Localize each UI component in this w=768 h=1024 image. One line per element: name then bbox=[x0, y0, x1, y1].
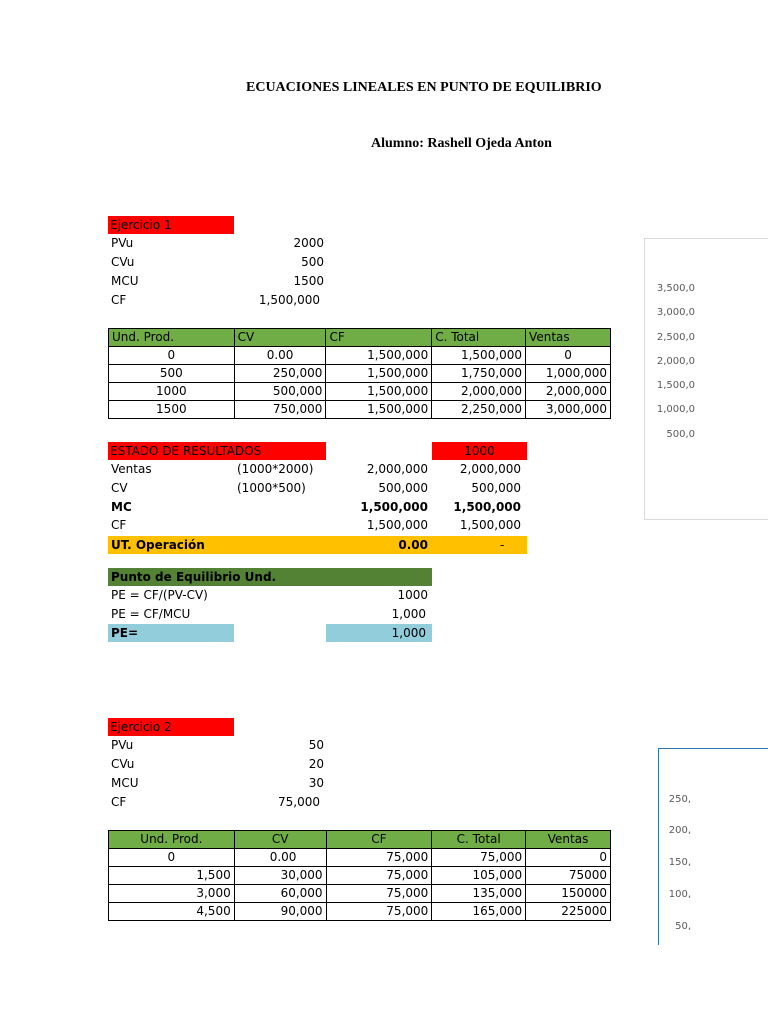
param-value: 20 bbox=[308, 757, 324, 771]
table-cell: 75,000 bbox=[326, 885, 432, 903]
table-row bbox=[109, 347, 611, 365]
estado-value: 1,500,000 bbox=[459, 518, 521, 532]
param-name: CF bbox=[111, 795, 127, 809]
exercise-1-label: Ejercicio 1 bbox=[108, 216, 234, 234]
table-cell: 75,000 bbox=[326, 903, 432, 921]
page-title: ECUACIONES LINEALES EN PUNTO DE EQUILIBRIO bbox=[246, 80, 602, 95]
table-row bbox=[109, 849, 611, 867]
table-cell: 1000 bbox=[109, 383, 235, 401]
table-row bbox=[109, 903, 611, 921]
table-cell: 225000 bbox=[526, 903, 611, 921]
estado-formula: (1000*500) bbox=[237, 481, 306, 495]
table-cell: 2,250,000 bbox=[432, 401, 526, 419]
pe-final-value: 1,000 bbox=[326, 624, 432, 642]
table-cell: 165,000 bbox=[432, 903, 526, 921]
param-value: 30 bbox=[308, 776, 324, 790]
table-row bbox=[109, 383, 611, 401]
table-cell: 75,000 bbox=[326, 867, 432, 885]
table-header: Und. Prod. bbox=[109, 329, 235, 347]
table-header-row bbox=[109, 831, 611, 849]
ut-operacion-value-2: - bbox=[500, 538, 505, 552]
table-cell: 0.00 bbox=[234, 347, 326, 365]
exercise-2-table bbox=[108, 830, 611, 921]
ut-operacion-label: UT. Operación bbox=[111, 538, 205, 552]
chart-tick-label: 3,500,0 bbox=[656, 283, 695, 294]
pe-value: 1000 bbox=[397, 588, 428, 602]
table-cell: 1,500,000 bbox=[432, 347, 526, 365]
estado-label: CF bbox=[111, 518, 127, 532]
param-value: 75,000 bbox=[278, 795, 320, 809]
table-cell: 2,000,000 bbox=[432, 383, 526, 401]
param-value: 1500 bbox=[293, 274, 324, 288]
param-value: 1,500,000 bbox=[258, 293, 320, 307]
estado-title: ESTADO DE RESULTADOS bbox=[108, 442, 326, 460]
chart-tick-label: 2,000,0 bbox=[656, 356, 695, 367]
table-cell: 150000 bbox=[526, 885, 611, 903]
param-value: 2000 bbox=[293, 236, 324, 250]
chart-tick-label: 2,500,0 bbox=[656, 332, 695, 343]
table-cell: 1,750,000 bbox=[432, 365, 526, 383]
table-cell: 75000 bbox=[526, 867, 611, 885]
table-cell: 75,000 bbox=[326, 849, 432, 867]
chart-tick-label: 150, bbox=[668, 857, 691, 868]
chart-tick-label: 3,000,0 bbox=[656, 307, 695, 318]
pe-final-label: PE= bbox=[108, 624, 234, 642]
table-cell: 3,000,000 bbox=[526, 401, 611, 419]
table-cell: 4,500 bbox=[109, 903, 235, 921]
chart-tick-label: 50, bbox=[675, 921, 691, 932]
table-cell: 75,000 bbox=[432, 849, 526, 867]
table-cell: 0 bbox=[109, 849, 235, 867]
table-cell: 500,000 bbox=[234, 383, 326, 401]
estado-label: MC bbox=[111, 500, 132, 514]
chart-tick-label: 1,000,0 bbox=[656, 404, 695, 415]
param-name: MCU bbox=[111, 776, 139, 790]
estado-value: 500,000 bbox=[378, 481, 428, 495]
ut-operacion-value: 0.00 bbox=[398, 538, 428, 552]
table-cell: 1,500,000 bbox=[326, 365, 432, 383]
estado-value: 1,500,000 bbox=[453, 500, 521, 514]
table-header-row bbox=[109, 329, 611, 347]
estado-value: 1,500,000 bbox=[360, 500, 428, 514]
table-cell: 1,500 bbox=[109, 867, 235, 885]
pe-value: 1,000 bbox=[391, 607, 426, 621]
param-name: PVu bbox=[111, 236, 134, 250]
table-header: C. Total bbox=[432, 329, 526, 347]
chart-tick-label: 200, bbox=[668, 825, 691, 836]
table-row bbox=[109, 365, 611, 383]
table-header: CV bbox=[234, 831, 326, 849]
chart-1-frame bbox=[644, 238, 768, 520]
table-header: Ventas bbox=[526, 329, 611, 347]
table-cell: 750,000 bbox=[234, 401, 326, 419]
param-name: MCU bbox=[111, 274, 139, 288]
table-cell: 30,000 bbox=[234, 867, 326, 885]
table-cell: 1,500,000 bbox=[326, 401, 432, 419]
table-cell: 135,000 bbox=[432, 885, 526, 903]
student-name: Alumno: Rashell Ojeda Anton bbox=[371, 136, 552, 151]
chart-tick-label: 250, bbox=[668, 794, 691, 805]
table-header: Ventas bbox=[526, 831, 611, 849]
table-cell: 0 bbox=[526, 347, 611, 365]
param-name: CF bbox=[111, 293, 127, 307]
table-header: CV bbox=[234, 329, 326, 347]
table-header: CF bbox=[326, 831, 432, 849]
table-row bbox=[109, 867, 611, 885]
table-cell: 60,000 bbox=[234, 885, 326, 903]
table-cell: 1,000,000 bbox=[526, 365, 611, 383]
estado-label: CV bbox=[111, 481, 128, 495]
table-cell: 1,500,000 bbox=[326, 383, 432, 401]
estado-formula: (1000*2000) bbox=[237, 462, 314, 476]
param-value: 50 bbox=[308, 738, 324, 752]
pe-title: Punto de Equilibrio Und. bbox=[108, 568, 432, 586]
table-cell: 3,000 bbox=[109, 885, 235, 903]
table-header: Und. Prod. bbox=[109, 831, 235, 849]
table-cell: 90,000 bbox=[234, 903, 326, 921]
table-cell: 500 bbox=[109, 365, 235, 383]
table-cell: 0 bbox=[109, 347, 235, 365]
estado-value: 500,000 bbox=[471, 481, 521, 495]
table-header: CF bbox=[326, 329, 432, 347]
table-cell: 105,000 bbox=[432, 867, 526, 885]
chart-tick-label: 1,500,0 bbox=[656, 380, 695, 391]
exercise-1-table bbox=[108, 328, 611, 419]
estado-value: 2,000,000 bbox=[459, 462, 521, 476]
chart-2-frame bbox=[658, 748, 768, 945]
chart-tick-label: 500,0 bbox=[666, 429, 695, 440]
table-row bbox=[109, 885, 611, 903]
table-cell: 0 bbox=[526, 849, 611, 867]
param-name: CVu bbox=[111, 255, 135, 269]
table-cell: 0.00 bbox=[234, 849, 326, 867]
table-cell: 1,500,000 bbox=[326, 347, 432, 365]
estado-label: Ventas bbox=[111, 462, 152, 476]
table-cell: 2,000,000 bbox=[526, 383, 611, 401]
exercise-2-label: Ejercicio 2 bbox=[108, 718, 234, 736]
param-name: CVu bbox=[111, 757, 135, 771]
param-name: PVu bbox=[111, 738, 134, 752]
estado-value: 1,500,000 bbox=[366, 518, 428, 532]
chart-tick-label: 100, bbox=[668, 889, 691, 900]
table-header: C. Total bbox=[432, 831, 526, 849]
estado-units: 1000 bbox=[432, 442, 527, 460]
estado-value: 2,000,000 bbox=[366, 462, 428, 476]
table-cell: 1500 bbox=[109, 401, 235, 419]
table-row bbox=[109, 401, 611, 419]
pe-formula: PE = CF/MCU bbox=[111, 607, 191, 621]
pe-formula: PE = CF/(PV-CV) bbox=[111, 588, 208, 602]
table-cell: 250,000 bbox=[234, 365, 326, 383]
param-value: 500 bbox=[301, 255, 324, 269]
